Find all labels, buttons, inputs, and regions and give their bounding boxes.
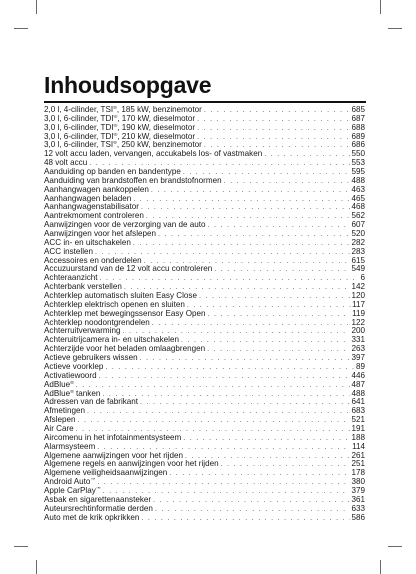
trademark-symbol: ® [113,123,118,129]
toc-page-number: 549 [351,265,365,274]
toc-entry-label: Auteursrechtinformatie derden [44,504,153,513]
page-title: Inhoudsopgave [44,72,212,98]
toc-dot-leader [97,444,351,452]
toc-entry[interactable] [44,212,365,221]
toc-entry[interactable] [44,416,365,425]
toc-entry-label: Afslepen [44,416,76,425]
toc-entry-label: 3,0 l, 6-cilinder, TDI®, 190 kW, dieselmotor [44,123,196,132]
toc-page-number: 89 [355,362,365,371]
trademark-symbol: ® [70,380,74,386]
toc-dot-leader [208,222,351,230]
toc-page-number: 595 [351,168,365,177]
toc-dot-leader [144,258,351,266]
toc-entry[interactable] [44,221,365,230]
toc-entry-label: 2,0 l, 4-cilinder, TSI®, 185 kW, benzinemotor [44,106,202,114]
toc-page-number: 188 [351,433,365,442]
toc-entry[interactable] [44,168,365,177]
toc-page-number: 562 [351,212,365,221]
toc-dot-leader [78,417,351,425]
toc-page-number: 520 [351,230,365,239]
toc-entry-label: Actieve voorklep [44,362,104,371]
toc-page-number: 586 [351,513,365,522]
toc-entry[interactable] [44,452,365,461]
toc-page-number: 463 [351,185,365,194]
toc-page-number: 122 [351,318,365,327]
toc-dot-leader [76,426,351,434]
toc-entry-label: Aanwijzingen voor de verzorging van de auto [44,221,206,230]
table-of-contents [44,106,365,522]
toc-entry[interactable] [44,487,365,496]
toc-page-number: 380 [351,478,365,487]
toc-entry[interactable] [44,478,365,487]
toc-entry-label: AdBlue® [44,380,74,389]
toc-entry-label: Alarmsysteem [44,442,96,451]
toc-entry[interactable] [44,345,365,354]
toc-entry-label: Adressen van de fabrikant [44,398,139,407]
toc-entry-label: Apple CarPlay™ [44,486,101,495]
toc-entry-label: 3,0 l, 6-cilinder, TDI®, 210 kW, dieselmotor [44,132,196,141]
toc-entry[interactable] [44,301,365,310]
toc-dot-leader [124,284,351,292]
toc-entry-label: Aanhangwagen beladen [44,194,132,203]
toc-page-number: 178 [351,469,365,478]
toc-page-number: 120 [351,292,365,301]
toc-page-number: 465 [351,194,365,203]
toc-page-number: 191 [351,424,365,433]
toc-entry-label: Algemene aanwijzingen voor het rijden [44,451,184,460]
toc-page-number: 251 [351,460,365,469]
toc-entry[interactable] [44,372,365,381]
toc-entry[interactable] [44,274,365,283]
toc-entry[interactable] [44,186,365,195]
toc-entry-label: Actieve gebruikers wissen [44,354,138,363]
toc-entry[interactable] [44,195,365,204]
toc-entry-label: Accessoires en onderdelen [44,256,142,265]
toc-dot-leader [95,249,350,257]
toc-page-number: 361 [351,495,365,504]
toc-entry-label: 3,0 l, 6-cilinder, TSI®, 250 kW, benzinemotor [44,141,202,150]
toc-dot-leader [133,240,351,248]
toc-entry-label: Achterklep met bewegingssensor Easy Open [44,309,206,318]
toc-entry[interactable] [44,133,365,142]
toc-page-number: 117 [352,300,365,309]
trademark-symbol: ® [113,132,118,138]
toc-entry-label: Aanduiding op banden en bandentype [44,168,181,177]
toc-dot-leader [224,178,351,186]
toc-entry-label: Achteruitrijcamera in- en uitschakelen [44,336,179,345]
toc-page-number: 689 [351,132,365,141]
trademark-symbol: ® [70,389,74,395]
toc-entry-label: Achterklep elektrisch openen en sluiten [44,300,185,309]
toc-entry[interactable] [44,292,365,301]
toc-entry[interactable] [44,407,365,416]
toc-page-number: 468 [351,203,365,212]
toc-dot-leader [122,328,350,336]
toc-page-number: 686 [351,141,365,150]
toc-entry[interactable] [44,354,365,363]
toc-dot-leader [169,470,350,478]
toc-entry[interactable] [44,310,365,319]
toc-page-number: 641 [351,398,365,407]
toc-page-number: 553 [351,159,365,168]
toc-dot-leader [152,320,351,328]
toc-entry-label: Achterbank verstellen [44,283,122,292]
toc-dot-leader [99,373,351,381]
toc-dot-leader [204,107,351,115]
toc-page-number: 200 [351,327,365,336]
toc-dot-leader [146,213,351,221]
crop-mark-bottom-left-v [36,560,37,574]
toc-entry-label: Aanhangwagen aankoppelen [44,185,149,194]
toc-entry[interactable] [44,434,365,443]
toc-entry[interactable] [44,177,365,186]
toc-page-number: 331 [351,336,365,345]
title-divider [44,101,366,103]
toc-entry[interactable] [44,398,365,407]
toc-dot-leader [105,364,355,372]
crop-mark-bottom-left-h [14,546,28,547]
toc-entry-label: 48 volt accu [44,159,88,168]
crop-mark-top-right-h [388,28,402,29]
toc-dot-leader [197,134,350,142]
toc-dot-leader [141,204,351,212]
toc-entry[interactable] [44,460,365,469]
toc-entry-label: Auto met de krik opkrikken [44,513,140,522]
trademark-symbol: ® [113,114,118,120]
toc-page-number: 6 [360,274,365,283]
toc-page-number: 263 [351,345,365,354]
toc-page-number: 685 [351,106,365,114]
toc-entry[interactable] [44,203,365,212]
toc-page-number: 607 [351,221,365,230]
toc-page-number: 615 [351,256,365,265]
toc-dot-leader [158,231,350,239]
toc-entry-label: Aanhangwagenstabilisator [44,203,139,212]
toc-entry-label: Activatiewoord [44,371,97,380]
toc-entry[interactable] [44,239,365,248]
toc-dot-leader [103,488,351,496]
crop-mark-top-left-h [14,28,28,29]
toc-page-number: 688 [351,123,365,132]
toc-page-number: 282 [351,238,365,247]
toc-dot-leader [153,497,350,505]
trademark-symbol: ™ [90,478,96,484]
trademark-symbol: ™ [95,486,101,492]
toc-dot-leader [197,125,350,133]
toc-dot-leader [102,391,350,399]
toc-entry-label: Asbak en sigarettenaansteker [44,495,152,504]
crop-mark-top-right-v [380,0,381,14]
toc-entry-label: Aantrekmoment controleren [44,212,144,221]
toc-entry[interactable] [44,248,365,257]
toc-entry-label: Achteraanzicht [44,274,98,283]
toc-dot-leader [199,293,351,301]
toc-dot-leader [214,266,350,274]
toc-dot-leader [183,435,350,443]
toc-page-number: 397 [351,354,365,363]
toc-entry-label: Achterruitverwarming [44,327,121,336]
toc-entry[interactable] [44,514,365,523]
toc-dot-leader [141,515,350,523]
toc-page-number: 633 [351,504,365,513]
crop-mark-bottom-right-v [380,560,381,574]
toc-entry-label: Android Auto™ [44,478,96,487]
toc-dot-leader [187,302,351,310]
toc-entry[interactable] [44,381,365,390]
trademark-symbol: ® [113,141,117,147]
toc-page-number: 119 [352,309,365,318]
toc-entry[interactable] [44,141,365,150]
toc-dot-leader [185,453,350,461]
toc-dot-leader [140,355,351,363]
toc-dot-leader [183,169,351,177]
toc-entry-label: Aircomenu in het infotainmentsysteem [44,433,182,442]
toc-entry-label: 3,0 l, 6-cilinder, TDI®, 170 kW, dieselmotor [44,114,196,123]
crop-mark-top-left-v [36,0,37,14]
toc-dot-leader [207,346,350,354]
toc-page-number: 142 [351,283,365,292]
toc-entry[interactable] [44,363,365,372]
toc-dot-leader [100,275,360,283]
toc-entry-label: Aanduiding van brandstoffen en brandstofnormen [44,176,222,185]
toc-dot-leader [151,187,351,195]
toc-entry[interactable] [44,106,365,115]
toc-dot-leader [140,399,350,407]
toc-dot-leader [76,382,351,390]
toc-entry-label: AdBlue® tanken [44,389,101,398]
toc-entry[interactable] [44,469,365,478]
toc-entry[interactable] [44,496,365,505]
toc-page-number: 488 [351,176,365,185]
toc-entry[interactable] [44,283,365,292]
toc-page-number: 550 [351,150,365,159]
trademark-symbol: ® [113,106,117,111]
toc-dot-leader [204,142,351,150]
toc-entry[interactable] [44,319,365,328]
toc-dot-leader [87,408,351,416]
toc-dot-leader [181,337,351,345]
toc-entry[interactable] [44,230,365,239]
toc-entry-label: Algemene veiligheidsaanwijzingen [44,469,168,478]
toc-page-number: 261 [351,451,365,460]
toc-entry[interactable] [44,425,365,434]
toc-page-number: 683 [351,407,365,416]
toc-page-number: 446 [351,371,365,380]
toc-dot-leader [89,160,350,168]
toc-entry-label: Afmetingen [44,407,85,416]
toc-page-number: 521 [351,416,365,425]
toc-page-number: 687 [351,114,365,123]
toc-entry[interactable] [44,327,365,336]
toc-dot-leader [208,311,352,319]
toc-dot-leader [264,151,350,159]
toc-page-number: 487 [351,380,365,389]
toc-page-number: 283 [351,247,365,256]
toc-dot-leader [221,461,351,469]
toc-entry-label: Achterzijde voor het beladen omlaagbrengen [44,345,206,354]
toc-dot-leader [197,116,350,124]
toc-entry[interactable] [44,336,365,345]
toc-entry-label: ACC instellen [44,247,94,256]
toc-entry-label: ACC in- en uitschakelen [44,238,131,247]
toc-entry[interactable] [44,124,365,133]
toc-entry[interactable] [44,390,365,399]
toc-entry[interactable] [44,505,365,514]
toc-dot-leader [133,196,350,204]
toc-dot-leader [155,506,351,514]
toc-entry-label: Achterklep noodontgrendelen [44,318,150,327]
toc-entry[interactable] [44,115,365,124]
toc-entry-label: Air Care [44,424,74,433]
toc-entry[interactable] [44,159,365,168]
toc-entry[interactable] [44,265,365,274]
toc-entry-label: Algemene regels en aanwijzingen voor het rijden [44,460,219,469]
toc-entry[interactable] [44,257,365,266]
toc-page-number: 488 [351,389,365,398]
toc-entry[interactable] [44,443,365,452]
toc-page-number: 114 [352,442,365,451]
crop-mark-bottom-right-h [388,546,402,547]
toc-page-number: 379 [351,486,365,495]
toc-entry-label: Aanwijzingen voor het afslepen [44,230,157,239]
toc-entry[interactable] [44,150,365,159]
toc-entry-label: Accuzuurstand van de 12 volt accu controleren [44,265,213,274]
toc-entry-label: Achterklep automatisch sluiten Easy Close [44,292,197,301]
toc-dot-leader [97,479,350,487]
toc-entry-label: 12 volt accu laden, vervangen, accukabels los- of vastmaken [44,150,263,159]
